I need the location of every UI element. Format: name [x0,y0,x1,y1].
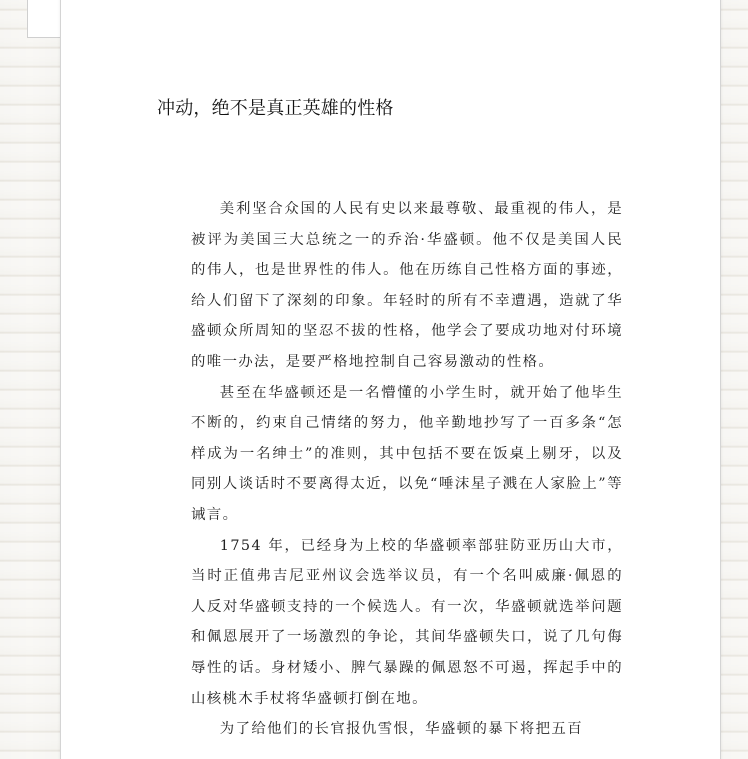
paragraph-4: 为了给他们的长官报仇雪恨，华盛顿的暴下将把五百 [219,721,583,738]
page-body-text [191,194,623,745]
paragraph-3: 1754 年，已经身为上校的华盛顿率部驻防亚历山大市，当时正值弗吉尼亚州议会选举议员，有一个名叫威廉·佩恩的人反对华盛顿支持的一个候选人。有一次，华盛顿就选举问题和佩恩展开了一场激烈的争论，其间华盛顿失口，说了几句侮辱性的话。身材矮小、脾气暴躁的佩恩怒不可遏，挥起手中的山核桃木手杖将华盛顿打倒在地。 [191,537,623,707]
paragraph-2: 甚至在华盛顿还是一名懵懂的小学生时，就开始了他毕生不断的，约束自己情绪的努力，他辛勤地抄写了一百多条“怎样成为一名绅士”的准则，其中包括不要在饭桌上剔牙，以及同别人谈话时不要离得太近，以免“唾沫星子溅在人家脸上”等诫言。 [191,384,623,523]
chapter-title: 冲动，绝不是真正英雄的性格 [157,98,394,119]
book-page [60,0,721,759]
previous-page-edge [27,0,63,38]
paragraph-1: 美利坚合众国的人民有史以来最尊敬、最重视的伟人，是被评为美国三大总统之一的乔治·华盛顿。他不仅是美国人民的伟人，也是世界性的伟人。他在历练自己性格方面的事迹，给人们留下了深刻的印象。年轻时的所有不幸遭遇，造就了华盛顿众所周知的坚忍不拔的性格，他学会了要成功地对付环境的唯一办法，是要严格地控制自己容易激动的性格。 [191,201,623,370]
